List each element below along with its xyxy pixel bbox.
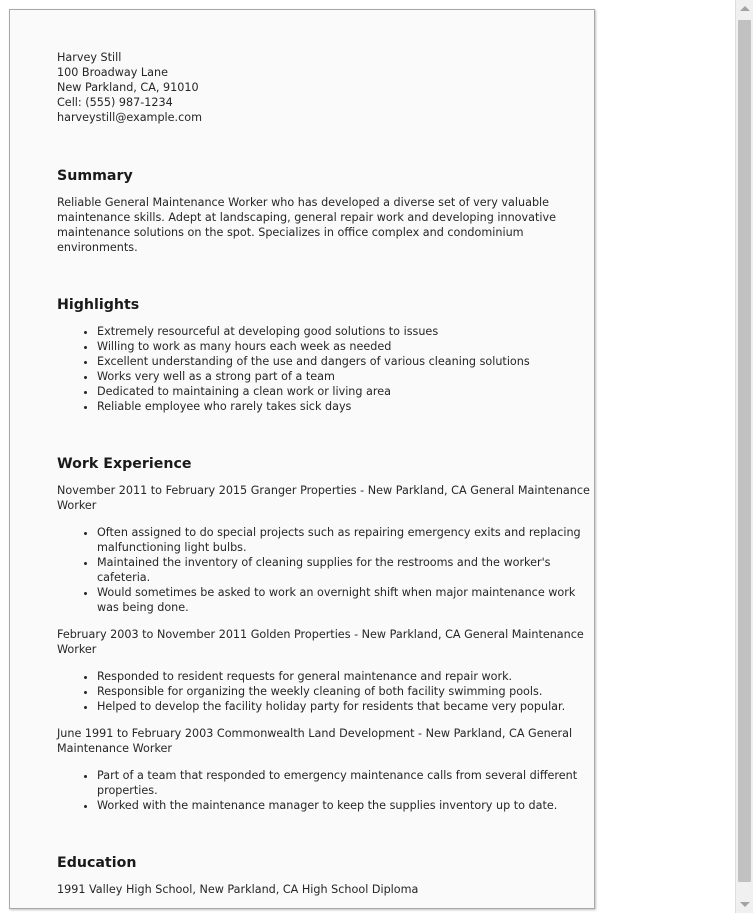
list-item: • Responsible for organizing the weekly cleaning of both facility swimming pools. xyxy=(97,684,597,699)
contact-email: harveystill@example.com xyxy=(57,111,203,124)
summary-heading: Summary xyxy=(57,168,133,184)
list-item: • Dedicated to maintaining a clean work or living area xyxy=(97,384,597,399)
contact-street: 100 Broadway Lane xyxy=(57,66,168,79)
list-item: • Part of a team that responded to emergency maintenance calls from several different properties. xyxy=(97,768,597,798)
list-item: • Would sometimes be asked to work an overnight shift when major maintenance work was being done. xyxy=(97,585,597,615)
education-heading: Education xyxy=(57,855,137,871)
list-item: • Reliable employee who rarely takes sick days xyxy=(97,399,597,414)
education-text: 1991 Valley High School, New Parkland, CA High School Diploma xyxy=(57,883,419,896)
highlights-list xyxy=(57,324,597,414)
list-item: • Willing to work as many hours each week as needed xyxy=(97,339,597,354)
list-item: • Helped to develop the facility holiday party for residents that became very popular. xyxy=(97,699,597,714)
list-item: • Often assigned to do special projects such as repairing emergency exits and replacing malfunctioning light bulbs. xyxy=(97,525,597,555)
contact-name: Harvey Still xyxy=(57,51,122,64)
scroll-down-arrow-icon[interactable] xyxy=(740,902,750,907)
resume-page xyxy=(9,9,595,909)
job-bullets xyxy=(57,669,597,714)
job-title: November 2011 to February 2015 Granger Properties - New Parkland, CA General Maintenance Worker xyxy=(57,484,590,512)
job-bullets xyxy=(57,768,597,813)
job-title: June 1991 to February 2003 Commonwealth Land Development - New Parkland, CA General Maintenance Worker xyxy=(57,727,573,755)
list-item: • Extremely resourceful at developing good solutions to issues xyxy=(97,324,597,339)
summary-text: Reliable General Maintenance Worker who has developed a diverse set of very valuable maintenance skills. Adept at landscaping, general repair work and developing innovative maintenance solutions on the spot. Specializes in office complex and condominium environments. xyxy=(57,196,556,254)
contact-city: New Parkland, CA, 91010 xyxy=(57,81,199,94)
job-title: February 2003 to November 2011 Golden Properties - New Parkland, CA General Maintenance Worker xyxy=(57,628,584,656)
experience-heading: Work Experience xyxy=(57,456,192,472)
highlights-heading: Highlights xyxy=(57,297,140,313)
list-item: • Responded to resident requests for general maintenance and repair work. xyxy=(97,669,597,684)
scroll-up-arrow-icon[interactable] xyxy=(740,6,750,11)
vertical-scrollbar[interactable] xyxy=(735,0,753,913)
scrollbar-thumb[interactable] xyxy=(738,20,751,882)
list-item: • Excellent understanding of the use and dangers of various cleaning solutions xyxy=(97,354,597,369)
list-item: • Worked with the maintenance manager to keep the supplies inventory up to date. xyxy=(97,798,597,813)
contact-block xyxy=(57,50,597,125)
list-item: • Maintained the inventory of cleaning supplies for the restrooms and the worker's cafeteria. xyxy=(97,555,597,585)
resume-content xyxy=(57,50,597,897)
job-bullets xyxy=(57,525,597,615)
contact-cell: Cell: (555) 987-1234 xyxy=(57,96,173,109)
list-item: • Works very well as a strong part of a team xyxy=(97,369,597,384)
